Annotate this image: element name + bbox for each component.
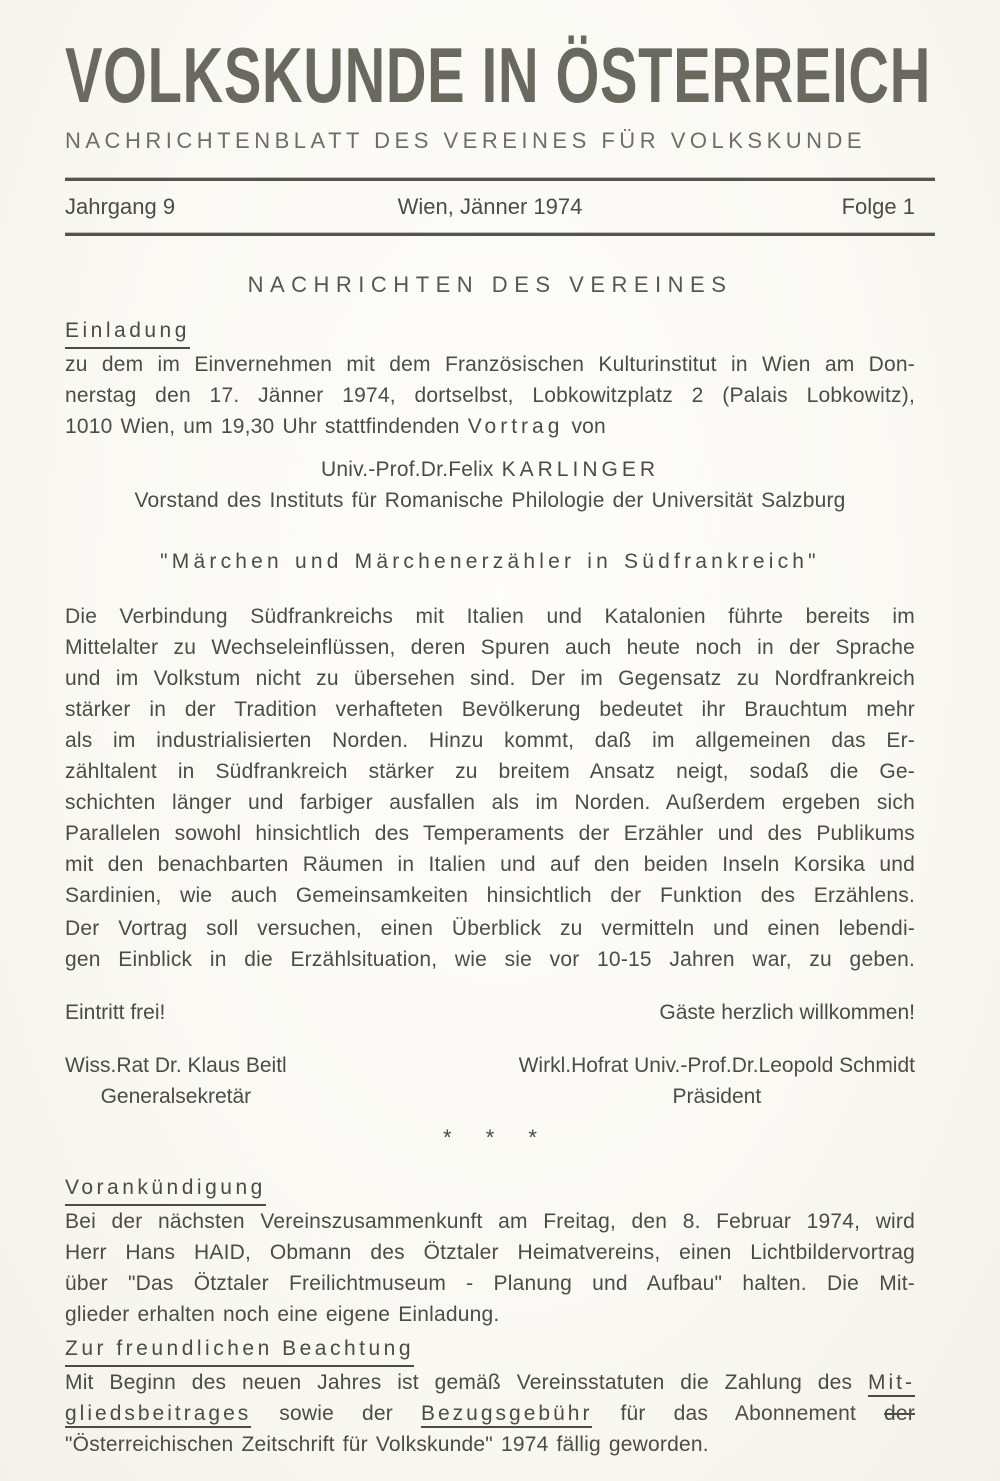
text-line: Parallelen sowohl hinsichtlich des Temperaments der Erzähler und des Publikums — [65, 822, 915, 845]
text-line: Univ.-Prof.Dr.Felix KARLINGER — [320, 458, 659, 481]
text-line: zu dem im Einvernehmen mit dem Französischen Kulturinstitut in Wien am Don- — [65, 353, 915, 376]
text-line: Der Vortrag soll versuchen, einen Überblick zu vermitteln und einen lebendi- — [65, 917, 915, 940]
text-line: Bei der nächsten Vereinszusammenkunft am Freitag, den 8. Februar 1974, wird — [65, 1210, 915, 1233]
text-line: "Österreichischen Zeitschrift für Volkskunde" 1974 fällig geworden. — [65, 1433, 709, 1456]
speaker-block — [65, 454, 915, 516]
text-line: Herr Hans HAID, Obmann des Ötztaler Heimatvereins, einen Lichtbildervortrag — [65, 1241, 915, 1264]
signature-row — [65, 1050, 915, 1112]
main-paragraph — [65, 601, 915, 911]
text-line: 1010 Wien, um 19,30 Uhr stattfindenden Vortrag von — [65, 415, 606, 438]
text-line: stärker in der Tradition verhafteten Bevölkerung bedeutet ihr Brauchtum mehr — [65, 698, 915, 721]
masthead-subtitle: NACHRICHTENBLATT DES VEREINES FÜR VOLKSKUNDE — [65, 128, 867, 153]
vorankuendigung-heading: Vorankündigung — [65, 1173, 915, 1206]
text-line: mit den benachbarten Räumen in Italien und auf den beiden Inseln Korsika und — [65, 853, 915, 876]
vorankuendigung-paragraph — [65, 1206, 915, 1330]
issue-info-row — [65, 181, 915, 233]
place-date-label: Wien, Jänner 1974 — [397, 194, 583, 219]
rule-bottom — [65, 233, 935, 236]
stars-separator: * * * — [443, 1125, 537, 1150]
beachtung-heading: Zur freundlichen Beachtung — [65, 1334, 915, 1367]
masthead-title: VOLKSKUNDE IN ÖSTERREICH — [65, 31, 931, 119]
text-line: gliedsbeitrages sowie der Bezugsgebühr für das Abonnement der — [65, 1398, 915, 1429]
text-line: als im industrialisierten Norden. Hinzu kommt, daß im allgemeinen das Er- — [65, 729, 915, 752]
signature-right-name: Wirkl.Hofrat Univ.-Prof.Dr.Leopold Schmidt — [518, 1054, 915, 1077]
text-line: nerstag den 17. Jänner 1974, dortselbst, Lobkowitzplatz 2 (Palais Lobkowitz), — [65, 384, 915, 407]
text-line: und im Volkstum nicht zu übersehen sind. Der im Gegensatz zu Nordfrankreich — [65, 667, 915, 690]
section-heading: NACHRICHTEN DES VEREINES — [247, 272, 733, 297]
signature-left-role: Generalsekretär — [100, 1085, 252, 1108]
text-line: glieder erhalten noch eine eigene Einladung. — [65, 1303, 500, 1326]
admission-row — [65, 997, 915, 1028]
einladung-paragraph — [65, 349, 915, 442]
goal-paragraph — [65, 913, 915, 975]
text-line: Vorstand des Instituts für Romanische Philologie der Universität Salzburg — [134, 489, 846, 512]
text-line: Die Verbindung Südfrankreichs mit Italien und Katalonien führte bereits im — [65, 605, 915, 628]
volume-label: Jahrgang 9 — [65, 194, 176, 219]
signature-left-name: Wiss.Rat Dr. Klaus Beitl — [65, 1054, 287, 1077]
lecture-title — [65, 546, 915, 577]
admission-right: Gäste herzlich willkommen! — [659, 1001, 915, 1024]
text-line: zähltalent in Südfrankreich stärker zu breitem Ansatz neigt, sodaß die Ge- — [65, 760, 915, 783]
einladung-heading: Einladung — [65, 316, 915, 349]
text-line: Mittelalter zu Wechseleinflüssen, deren Spuren auch heute noch in der Sprache — [65, 636, 915, 659]
signature-right — [519, 1050, 915, 1112]
text-line: "Märchen und Märchenerzähler in Südfrankreich" — [160, 550, 820, 573]
text-line: Sardinien, wie auch Gemeinsamkeiten hinsichtlich der Funktion des Erzählens. — [65, 884, 915, 907]
beachtung-paragraph — [65, 1367, 915, 1460]
issue-number-label: Folge 1 — [841, 194, 915, 219]
text-line: Mit Beginn des neuen Jahres ist gemäß Vereinsstatuten die Zahlung des Mit- — [65, 1367, 915, 1398]
signature-right-role: Präsident — [672, 1085, 762, 1108]
admission-left: Eintritt frei! — [65, 1001, 166, 1024]
page-content — [0, 31, 1000, 1460]
text-line: über "Das Ötztaler Freilichtmuseum - Planung und Aufbau" halten. Die Mit- — [65, 1272, 915, 1295]
text-line: gen Einblick in die Erzählsituation, wie sie vor 10-15 Jahren war, zu geben. — [65, 948, 915, 971]
signature-left — [65, 1050, 287, 1112]
text-line: schichten länger und farbiger ausfallen als im Norden. Außerdem ergeben sich — [65, 791, 915, 814]
